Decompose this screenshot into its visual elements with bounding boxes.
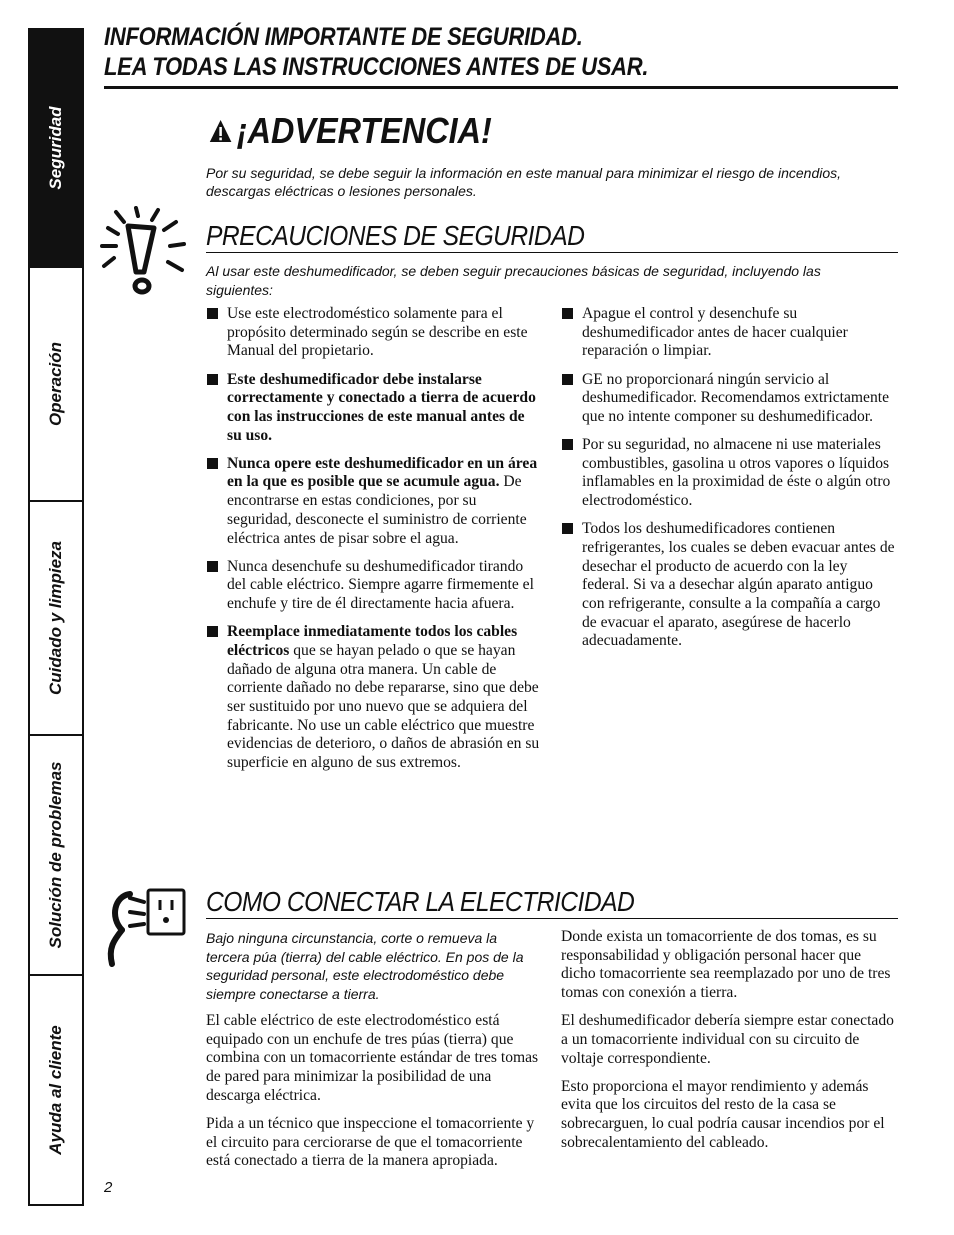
header-line-2: LEA TODAS LAS INSTRUCCIONES ANTES DE USAR.: [104, 53, 649, 81]
paragraph: Donde exista un tomacorriente de dos tomas, es su responsabilidad y obligación personal hacer que dicho tomacorriente sea reemplazado por uno de tres tomas con conexión a tierra.: [561, 928, 891, 1002]
plug-outlet-icon: [100, 884, 192, 970]
precautions-title: PRECAUCIONES DE SEGURIDAD: [206, 220, 898, 253]
header-line-1: INFORMACIÓN IMPORTANTE DE SEGURIDAD.: [104, 23, 583, 51]
page-number: 2: [104, 1179, 113, 1196]
electricity-intro: Bajo ninguna circunstancia, corte o remueva la tercera púa (tierra) del cable eléctrico. En pos de la seguridad personal, este electrodoméstico debe siempre conectarse a tierra.: [206, 930, 524, 1002]
electricity-right-column: [561, 928, 897, 1162]
tab-ayuda-al-cliente[interactable]: Ayuda al cliente: [46, 1025, 65, 1155]
tab-operacion[interactable]: Operación: [30, 268, 82, 502]
precautions-left-column: [206, 305, 540, 782]
paragraph: El cable eléctrico de este electrodoméstico está equipado con un enchufe de tres púas (tierra) que combina con un tomacorriente estándar de tres tomas de pared para minimizar la posibilidad de una descarga eléctrica.: [206, 1012, 539, 1104]
list-item: Use este electrodoméstico solamente para el propósito determinado según se describe en este Manual del propietario.: [206, 305, 540, 361]
warning-title: ¡ADVERTENCIA!: [208, 110, 492, 152]
warning-intro: Por su seguridad, se debe seguir la información en este manual para minimizar el riesgo de incendios, descargas eléctricas o lesiones personales.: [206, 165, 842, 199]
electricity-left-column: [206, 929, 540, 1180]
list-item: Nunca desenchufe su deshumedificador tirando del cable eléctrico. Siempre agarre firmemente el enchufe y tire de él directamente hacia afuera.: [206, 558, 540, 614]
tab-cuidado-y-limpieza[interactable]: Cuidado y limpieza: [30, 502, 82, 736]
precautions-right-column: [561, 305, 897, 661]
exclamation-burst-icon: [98, 206, 202, 300]
list-item: Nunca opere este deshumedificador en un área en la que es posible que se acumule agua. De encontrarse en estas condiciones, por su seguridad, desconecte el suministro de corriente eléctrica antes de pisar sobre el agua.: [206, 455, 540, 549]
electricity-title: COMO CONECTAR LA ELECTRICIDAD: [206, 886, 898, 919]
list-item: Todos los deshumedificadores contienen refrigerantes, los cuales se deben evacuar antes de desechar el producto de acuerdo con la ley federal. Si va a desechar algún aparato antiguo con refrigerante, consulte a la compañía a cargo de evacuar el aparato, asegúrese de hacerlo adecuadamente.: [561, 520, 897, 651]
list-item: Reemplace inmediatamente todos los cables eléctricos que se hayan pelado o que se hayan dañado de alguna otra manera. Un cable de corriente dañado no debe repararse, sino que debe ser sustituido por uno nuevo que se adquiera del fabricante. No use un cable eléctrico que muestre evidencias de deterioro, o daños de abrasión en su superficie en alguno de sus extremos.: [206, 623, 540, 773]
list-item: Por su seguridad, no almacene ni use materiales combustibles, gasolina u otros vapores o líquidos inflamables en la proximidad de éste o algún otro electrodoméstico.: [561, 436, 897, 511]
side-tab-bar: [28, 28, 84, 1206]
page-header: [104, 22, 898, 89]
list-item: Este deshumedificador debe instalarse correctamente y conectado a tierra de acuerdo con las instrucciones de este manual antes de su uso.: [206, 371, 540, 446]
tab-seguridad[interactable]: Seguridad: [30, 30, 82, 268]
tab-solucion-de-problemas[interactable]: Solución de problemas: [30, 736, 82, 976]
list-item: Apague el control y desenchufe su deshumedificador antes de hacer cualquier reparación o limpiar.: [561, 305, 897, 361]
paragraph: El deshumedificador debería siempre estar conectado a un tomacorriente individual con su circuito de voltaje correspondiente.: [561, 1012, 894, 1067]
precautions-intro: Al usar este deshumedificador, se deben seguir precauciones básicas de seguridad, incluyendo las siguientes:: [206, 263, 821, 298]
paragraph: Pida a un técnico que inspeccione el tomacorriente y el circuito para cerciorarse de que el tomacorriente está conectado a tierra de la manera apropiada.: [206, 1114, 535, 1170]
paragraph: Esto proporciona el mayor rendimiento y además evita que los circuitos del resto de la casa se sobrecarguen, lo cual podría causar incendios por el sobrecalentamiento del cableado.: [561, 1077, 885, 1151]
list-item: GE no proporcionará ningún servicio al deshumedificador. Recomendamos extrictamente que no intente componer su deshumedificador.: [561, 371, 897, 427]
warning-triangle-icon: [208, 118, 233, 144]
